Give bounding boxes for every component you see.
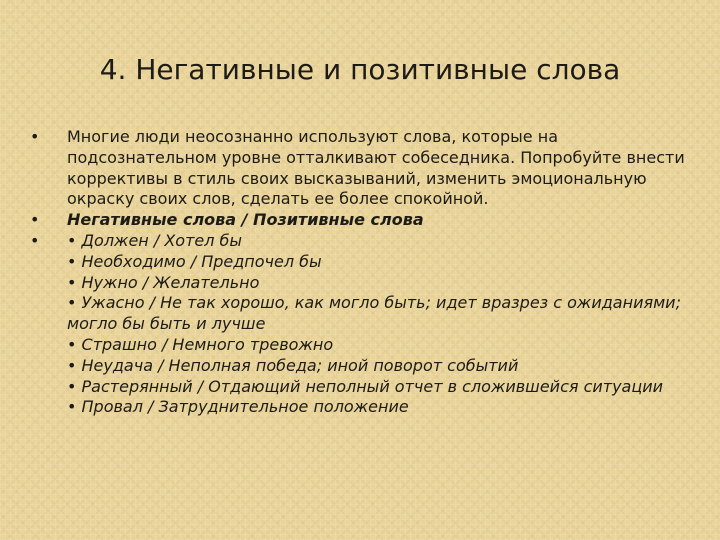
bullet-item-heading <box>30 210 690 231</box>
slide-title: 4. Негативные и позитивные слова <box>99 53 621 86</box>
bullet-marker: • <box>30 230 40 250</box>
word-pair-line: • Провал / Затруднительное положение <box>67 397 409 417</box>
word-pair-line: • Неудача / Неполная победа; иной поворот событий <box>67 355 519 375</box>
word-pair-line: • Растерянный / Отдающий неполный отчет в сложившейся ситуации <box>67 376 664 396</box>
word-pair-line: • Нужно / Желательно <box>67 272 260 292</box>
bullet-text: Многие люди неосознанно используют слова, которые на подсознательном уровне отталкивают собеседника. Попробуйте внести коррективы в стиль своих высказываний, изменить эмоциональную окраску своих слов, сделать ее более спокойной. <box>67 127 685 209</box>
word-pair-line: • Должен / Хотел бы <box>67 230 243 250</box>
bullet-marker: • <box>30 127 40 146</box>
bullet-item-word-pairs <box>30 231 690 418</box>
word-pair-line: • Необходимо / Предпочел бы <box>67 251 322 271</box>
bullet-heading-text: Негативные слова / Позитивные слова <box>67 210 424 230</box>
bullet-marker: • <box>30 210 40 230</box>
word-pair-line: • Страшно / Немного тревожно <box>67 334 334 354</box>
word-pair-line: • Ужасно / Не так хорошо, как могло быть; идет вразрез с ожиданиями; могло бы быть и лучше <box>67 293 681 334</box>
bullet-list <box>30 127 690 418</box>
bullet-item-intro <box>30 127 690 210</box>
